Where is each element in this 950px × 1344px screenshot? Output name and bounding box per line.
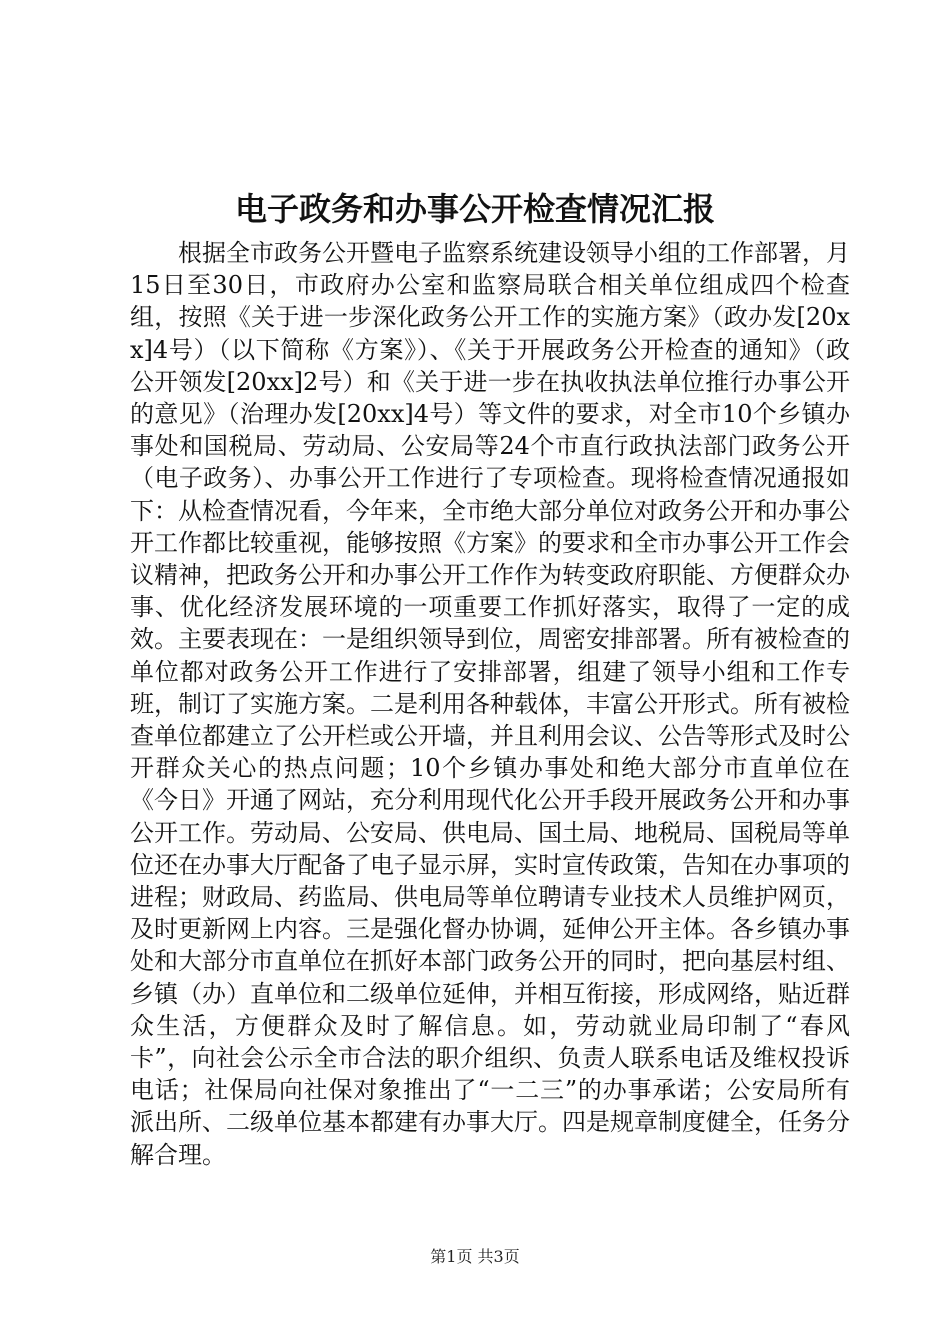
document-title: 电子政务和办事公开检查情况汇报 (234, 190, 715, 228)
page-number-footer: 第1页 共3页 (430, 1247, 520, 1266)
document-body-paragraph: 根据全市政务公开暨电子监察系统建设领导小组的工作部署，月15日至30日，市政府办公室和监察局联合相关单位组成四个检查组，按照《关于进一步深化政务公开工作的实施方案》（政办发[20xx]4号）（以下简称《方案》）、《关于开展政务公开检查的通知》（政公开领发[20xx]2号）和《关于进一步在执收执法单位推行办事公开的意见》（治理办发[20xx]4号）等文件的要求，对全市10个乡镇办事处和国税局、劳动局、公安局等24个市直行政执法部门政务公开（电子政务）、办事公开工作进行了专项检查。现将检查情况通报如下：从检查情况看，今年来，全市绝大部分单位对政务公开和办事公开工作都比较重视，能够按照《方案》的要求和全市办事公开工作会议精神，把政务公开和办事公开工作作为转变政府职能、方便群众办事、优化经济发展环境的一项重要工作抓好落实，取得了一定的成效。主要表现在：一是组织领导到位，周密安排部署。所有被检查的单位都对政务公开工作进行了安排部署，组建了领导小组和工作专班，制订了实施方案。二是利用各种载体，丰富公开形式。所有被检查单位都建立了公开栏或公开墙，并且利用会议、公告等形式及时公开群众关心的热点问题；10个乡镇办事处和绝大部分市直单位在《今日》开通了网站，充分利用现代化公开手段开展政务公开和办事公开工作。劳动局、公安局、供电局、国土局、地税局、国税局等单位还在办事大厅配备了电子显示屏，实时宣传政策，告知在办事项的进程；财政局、药监局、供电局等单位聘请专业技术人员维护网页，及时更新网上内容。三是强化督办协调，延伸公开主体。各乡镇办事处和大部分市直单位在抓好本部门政务公开的同时，把向基层村组、乡镇（办）直单位和二级单位延伸，并相互衔接，形成网络，贴近群众生活，方便群众及时了解信息。如，劳动就业局印制了“春风卡”，向社会公示全市合法的职介组织、负责人联系电话及维权投诉电话；社保局向社保对象推出了“一二三”的办事承诺；公安局所有派出所、二级单位基本都建有办事大厅。四是规章制度健全，任务分解合理。 (130, 239, 850, 1169)
